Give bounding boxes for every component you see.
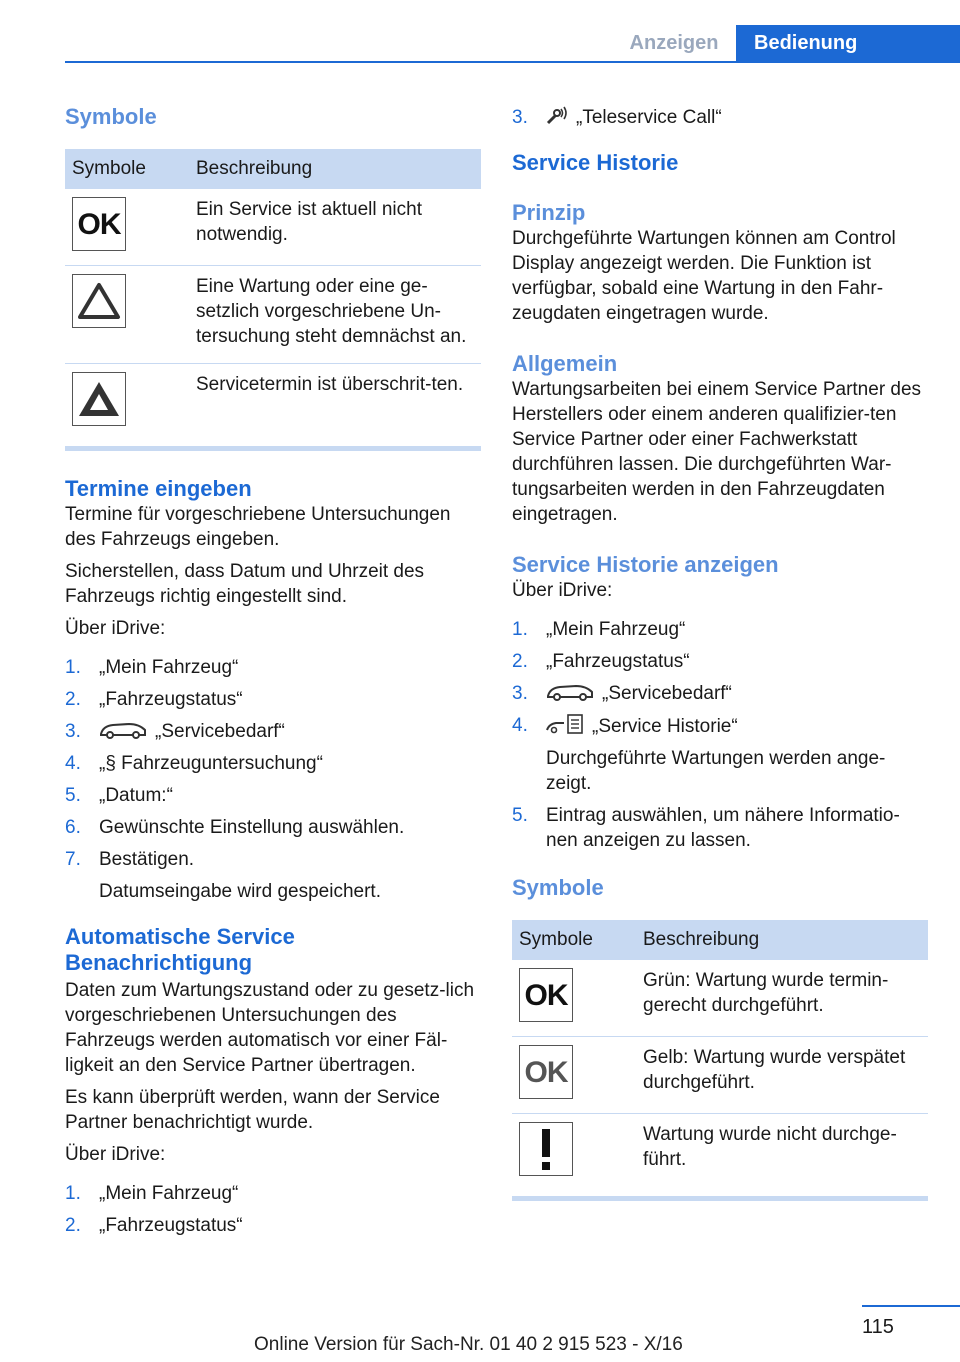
list-item: 5. „Datum:“ <box>65 785 173 806</box>
service-history-icon <box>546 713 584 735</box>
list-item: 5. Eintrag auswählen, um nähere Informatio-nen anzeigen zu lassen. <box>512 805 900 851</box>
termine-text-3: Über iDrive: <box>65 618 166 639</box>
symbols-table <box>65 149 481 440</box>
anzeigen-heading: Service Historie anzeigen <box>512 552 779 577</box>
footer-text: Online Version für Sach-Nr. 01 40 2 915 523 - X/16 <box>254 1334 683 1355</box>
left-column <box>65 98 481 1245</box>
symbols-heading: Symbole <box>65 104 157 129</box>
symbol-desc: Servicetermin ist überschrit-ten. <box>196 374 464 395</box>
list-item: 3. „Servicebedarf“ <box>512 683 732 704</box>
table-row <box>65 364 481 441</box>
symbols-heading-right: Symbole <box>512 875 604 900</box>
col-header-desc: Beschreibung <box>189 149 481 189</box>
wrench-signal-icon <box>546 106 568 126</box>
col-header-symbol: Symbole <box>512 920 636 960</box>
symbol-desc: Ein Service ist aktuell nicht notwendig. <box>189 189 481 266</box>
footer-divider <box>862 1305 960 1307</box>
tab-bedienung[interactable]: Bedienung <box>736 25 960 63</box>
termine-steps <box>65 655 481 904</box>
list-item: 4. „Service Historie“ Durchgeführte Wartungen werden ange-zeigt. <box>512 715 886 794</box>
list-item: 2. „Fahrzeugstatus“ <box>65 1215 243 1236</box>
list-item: 6. Gewünschte Einstellung auswählen. <box>65 817 405 838</box>
warning-triangle-filled-icon <box>72 372 126 426</box>
table-row <box>65 189 481 266</box>
list-item: 1. „Mein Fahrzeug“ <box>512 619 686 640</box>
symbol-desc: Wartung wurde nicht durchge-führt. <box>643 1124 897 1170</box>
prinzip-text: Durchgeführte Wartungen können am Control Display angezeigt werden. Die Funktion ist verfügbar, sobald eine Wartung in den Fahr-zeugdaten eingetragen wurde. <box>512 228 896 324</box>
table-row <box>512 960 928 1037</box>
list-item: 3. „Servicebedarf“ <box>65 721 285 742</box>
anzeigen-steps <box>512 617 928 853</box>
exclamation-icon <box>519 1122 573 1176</box>
symbols-table-right <box>512 920 928 1190</box>
ok-icon: OK <box>519 968 573 1022</box>
termine-text-2: Sicherstellen, dass Datum und Uhrzeit des Fahrzeugs richtig eingestellt sind. <box>65 561 425 607</box>
teleservice-step <box>512 105 928 130</box>
auto-text-3: Über iDrive: <box>65 1144 166 1165</box>
tab-anzeigen[interactable]: Anzeigen <box>629 32 719 54</box>
list-item: 4. „§ Fahrzeuguntersuchung“ <box>65 753 323 774</box>
table-row <box>512 1037 928 1114</box>
list-item: 1. „Mein Fahrzeug“ <box>65 1183 239 1204</box>
termine-heading: Termine eingeben <box>65 476 252 501</box>
symbol-desc: Grün: Wartung wurde termin-gerecht durchgeführt. <box>636 960 928 1037</box>
page-number: 115 <box>862 1316 894 1338</box>
car-service-icon <box>99 720 147 740</box>
symbol-desc: Gelb: Wartung wurde verspätet durchgeführt. <box>636 1037 928 1114</box>
table-end-bar <box>65 446 481 451</box>
col-header-desc: Beschreibung <box>636 920 928 960</box>
list-item: 1. „Mein Fahrzeug“ <box>65 657 239 678</box>
historie-heading: Service Historie <box>512 150 679 175</box>
warning-triangle-outline-icon <box>72 274 126 328</box>
table-row <box>512 1114 928 1191</box>
table-end-bar <box>512 1196 928 1201</box>
car-service-icon <box>546 682 594 702</box>
list-item: 2. „Fahrzeugstatus“ <box>65 689 243 710</box>
auto-text-2: Es kann überprüft werden, wann der Service Partner benachrichtigt wurde. <box>65 1087 440 1133</box>
ok-icon: OK <box>72 197 126 251</box>
list-item: 3. „Teleservice Call“ <box>512 107 722 128</box>
ok-icon: OK <box>519 1045 573 1099</box>
table-row <box>65 266 481 364</box>
anzeigen-text: Über iDrive: <box>512 580 613 601</box>
termine-text-1: Termine für vorgeschriebene Untersuchungen des Fahrzeugs eingeben. <box>65 504 451 550</box>
prinzip-heading: Prinzip <box>512 200 586 225</box>
header-divider <box>65 61 960 63</box>
allgemein-heading: Allgemein <box>512 351 618 376</box>
list-item: 2. „Fahrzeugstatus“ <box>512 651 690 672</box>
symbol-desc: Eine Wartung oder eine ge-setzlich vorgeschriebene Un-tersuchung steht demnächst an. <box>189 266 481 364</box>
right-column <box>512 98 928 1201</box>
col-header-symbol: Symbole <box>65 149 189 189</box>
allgemein-text: Wartungsarbeiten bei einem Service Partner des Herstellers oder einem anderen qualifizier-ten Service Partner oder einer Fachwerkstatt durchführen lassen. Die durchgeführten War-tungsarbeiten werden in den Fahrzeugdaten eingetragen. <box>512 379 922 525</box>
auto-text-1: Daten zum Wartungszustand oder zu gesetz-lich vorgeschriebenen Untersuchungen des Fahrzeugs werden automatisch vor einer Fäl-ligkeit an den Service Partner übertragen. <box>65 980 475 1076</box>
auto-steps <box>65 1181 481 1238</box>
auto-heading: Automatische Service Benachrichtigung <box>65 924 295 975</box>
list-item: 7. Bestätigen. Datumseingabe wird gespeichert. <box>65 849 381 902</box>
